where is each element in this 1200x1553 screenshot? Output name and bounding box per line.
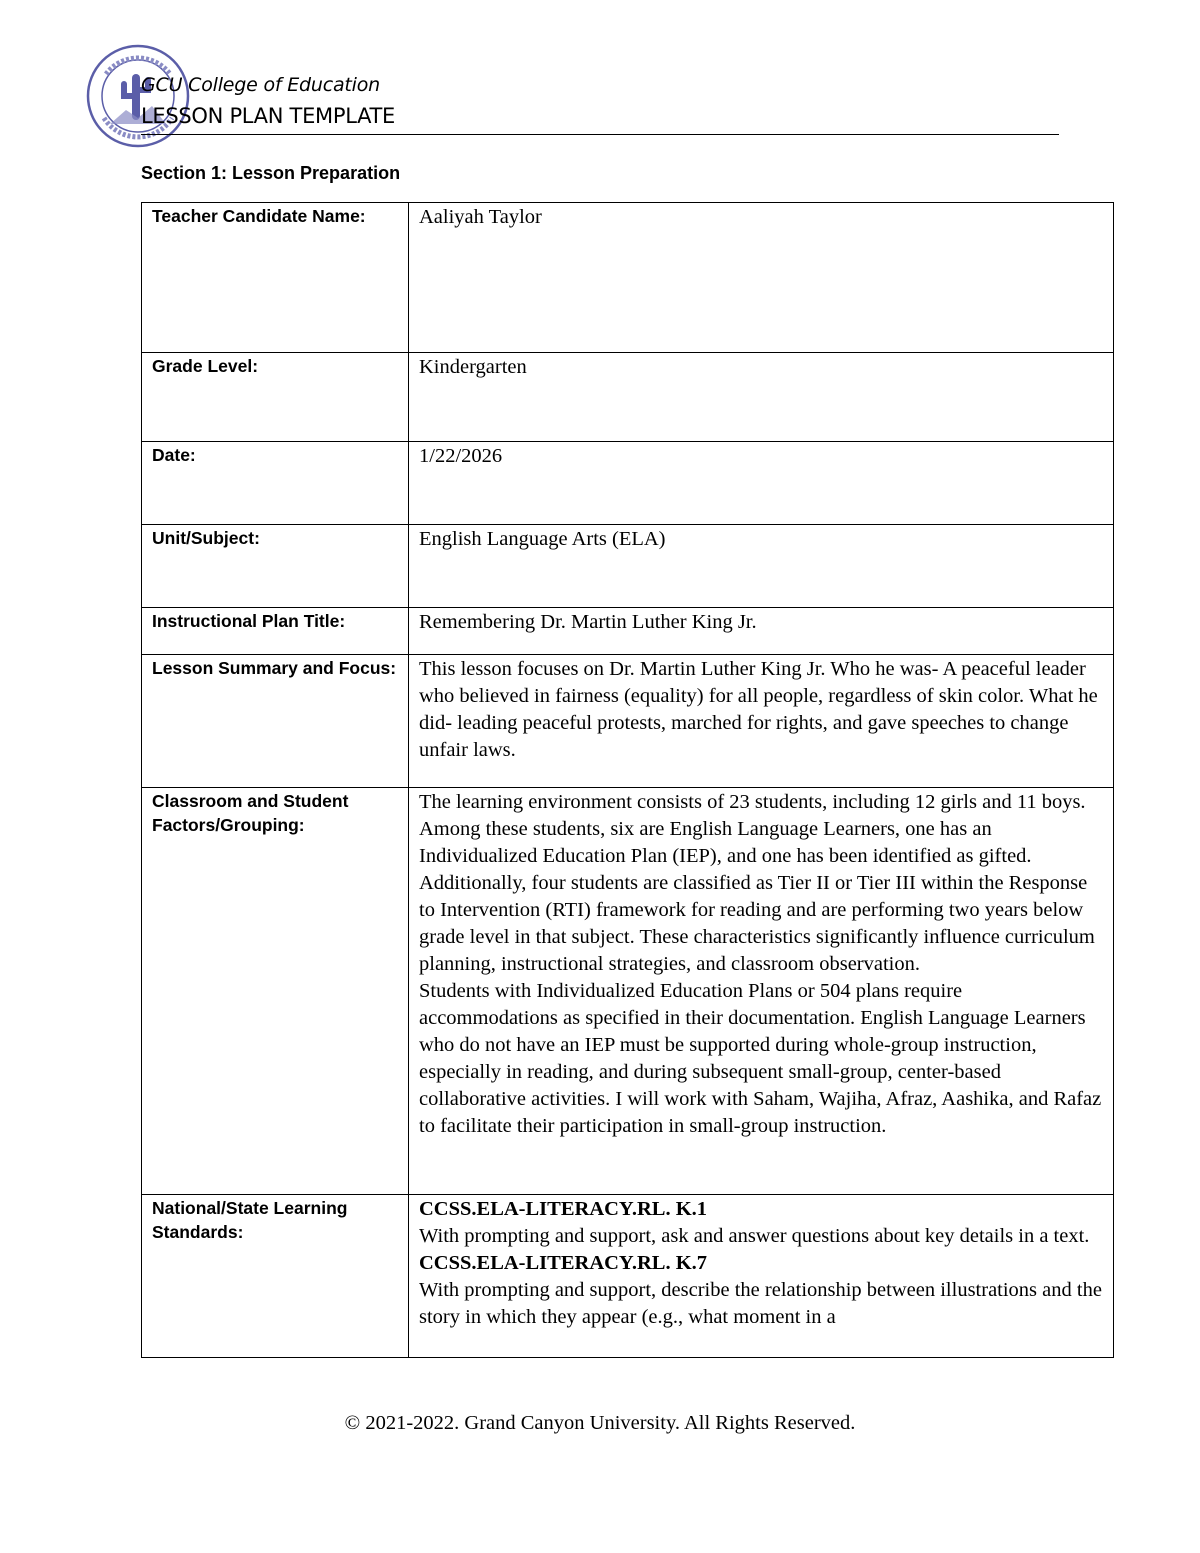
unit-label: Unit/Subject: — [142, 525, 409, 608]
classroom-paragraph-2: Students with Individualized Education Plans or 504 plans require accommodations as specified in their documentation. English Language Learners who do not have an IEP must be supported during whole-group instruction, especially in reading, and during subsequent small-group, center-based collaborative activities. I will work with Saham, Wajiha, Afraz, Aashika, and Rafaz to facilitate their participation in small-group instruction. — [419, 980, 1102, 1137]
standard-text-1: With prompting and support, ask and answer questions about key details in a text. — [419, 1225, 1090, 1247]
standards-value — [409, 1195, 1114, 1358]
table-row — [142, 525, 1114, 608]
date-value: 1/22/2026 — [409, 442, 1114, 525]
table-row — [142, 1195, 1114, 1358]
classroom-paragraph-1: The learning environment consists of 23 students, including 12 girls and 11 boys. Among these students, six are English Language Learners, one has an Individualized Education Plan (IEP), and one has been identified as gifted. Additionally, four students are classified as Tier II or Tier III within the Response to Intervention (RTI) framework for reading and are performing two years below grade level in that subject. These characteristics significantly influence curriculum planning, instructional strategies, and classroom observation. — [419, 791, 1095, 975]
header-divider — [141, 134, 1059, 135]
summary-value: This lesson focuses on Dr. Martin Luther King Jr. Who he was- A peaceful leader who believed in fairness (equality) for all people, regardless of skin color. What he did- leading peaceful protests, marched for rights, and gave speeches to change unfair laws. — [409, 655, 1114, 788]
standard-code-1: CCSS.ELA-LITERACY.RL. K.1 — [419, 1198, 708, 1220]
copyright-footer: © 2021-2022. Grand Canyon University. All Rights Reserved. — [344, 1412, 856, 1434]
plan-title-value: Remembering Dr. Martin Luther King Jr. — [409, 608, 1114, 655]
table-row — [142, 442, 1114, 525]
unit-value: English Language Arts (ELA) — [409, 525, 1114, 608]
teacher-value: Aaliyah Taylor — [409, 203, 1114, 353]
classroom-label: Classroom and Student Factors/Grouping: — [142, 788, 409, 1195]
standards-label: National/State Learning Standards: — [142, 1195, 409, 1358]
gcu-seal-icon — [86, 44, 190, 148]
template-title: LESSON PLAN TEMPLATE — [141, 104, 396, 128]
teacher-label: Teacher Candidate Name: — [142, 203, 409, 353]
date-label: Date: — [142, 442, 409, 525]
plan-title-label: Instructional Plan Title: — [142, 608, 409, 655]
table-row — [142, 353, 1114, 442]
table-row — [142, 655, 1114, 788]
standard-text-2: With prompting and support, describe the relationship between illustrations and the story in which they appear (e.g., what moment in a — [419, 1279, 1102, 1328]
lesson-prep-table — [141, 202, 1114, 1358]
summary-label: Lesson Summary and Focus: — [142, 655, 409, 788]
table-row — [142, 203, 1114, 353]
classroom-value — [409, 788, 1114, 1195]
grade-value: Kindergarten — [409, 353, 1114, 442]
table-row — [142, 608, 1114, 655]
table-row — [142, 788, 1114, 1195]
standard-code-2: CCSS.ELA-LITERACY.RL. K.7 — [419, 1252, 708, 1274]
college-name: GCU College of Education — [141, 74, 381, 96]
section-title: Section 1: Lesson Preparation — [141, 163, 401, 183]
grade-label: Grade Level: — [142, 353, 409, 442]
